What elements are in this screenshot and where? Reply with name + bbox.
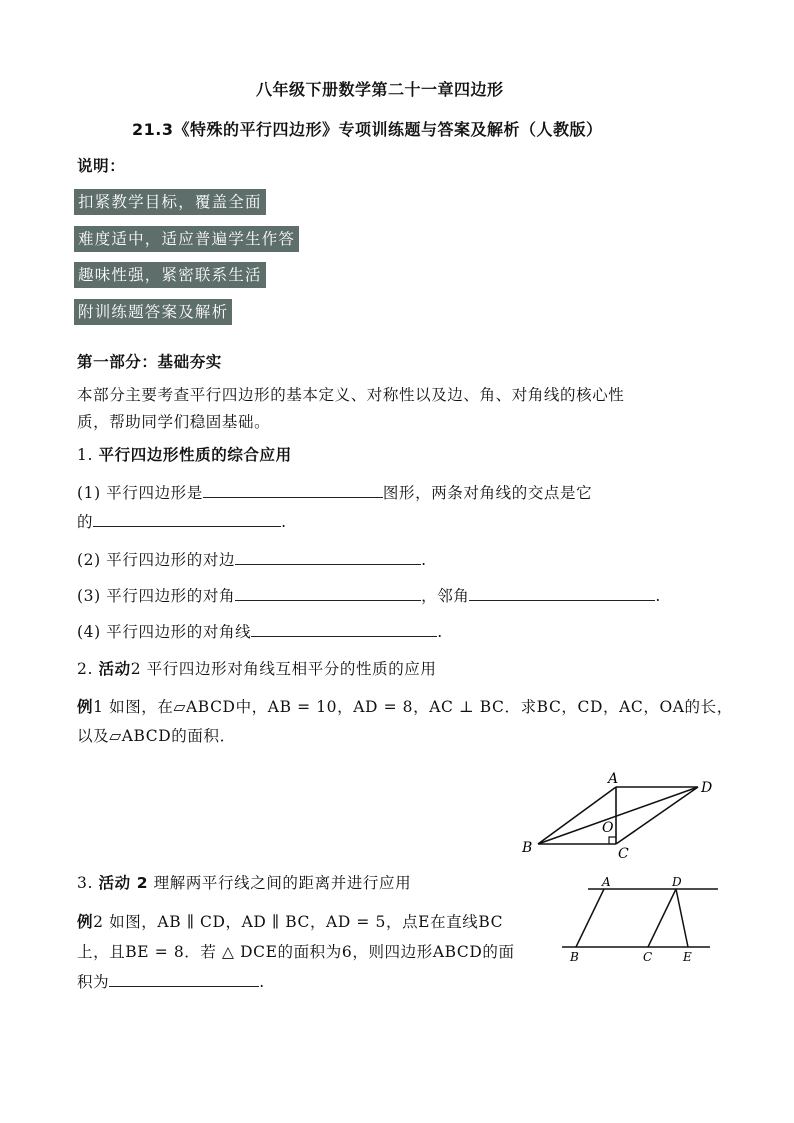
q1-item4 — [77, 620, 443, 642]
label-d: D — [701, 780, 713, 796]
q1-item3-blank1[interactable] — [235, 584, 421, 601]
doc-subtitle: 21.3《特殊的平行四边形》专项训练题与答案及解析（人教版） — [132, 120, 603, 139]
part1-heading: 第一部分：基础夯实 — [77, 353, 222, 371]
q1-item3-text-b: ，邻角 — [421, 587, 470, 605]
q2-example-label: 例 — [77, 698, 94, 716]
q1-item3-end: . — [655, 587, 661, 605]
q3-heading — [77, 871, 411, 893]
q1-item1-blank1[interactable] — [203, 481, 383, 498]
label-a2: A — [602, 875, 611, 889]
q3-number: 3. — [77, 874, 99, 892]
diagonal-bd — [538, 787, 698, 844]
part1-desc-line2: 质，帮助同学们稳固基础。 — [77, 413, 271, 431]
q1-item1-text-a: (1) 平行四边形是 — [77, 484, 203, 502]
q1-item3-text-a: (3) 平行四边形的对角 — [77, 587, 236, 605]
q3-label: 活动 2 — [98, 874, 149, 892]
label-o: O — [602, 820, 614, 836]
label-c2: C — [643, 950, 653, 964]
q1-item4-end: . — [437, 623, 443, 641]
label-c: C — [618, 846, 629, 862]
doc-title: 八年级下册数学第二十一章四边形 — [256, 80, 504, 99]
q1-item2-blank[interactable] — [235, 548, 421, 565]
q1-item3 — [77, 584, 661, 606]
q1-item4-text: (4) 平行四边形的对角线 — [77, 623, 252, 641]
right-angle-mark — [609, 837, 616, 844]
q1-item1-text-b: 图形，两条对角线的交点是它 — [382, 484, 593, 502]
intro-label: 说明： — [77, 157, 126, 175]
q1-heading — [77, 443, 292, 465]
q1-title: 平行四边形性质的综合应用 — [98, 446, 292, 464]
label-b: B — [522, 840, 533, 856]
highlight-1: 扣紧教学目标，覆盖全面 — [74, 189, 266, 215]
q3-example-line3 — [77, 970, 265, 992]
q1-item1-end: . — [281, 513, 287, 531]
q3-example-end: . — [259, 973, 265, 991]
parallelogram-figure — [520, 772, 760, 867]
label-e2: E — [683, 950, 692, 964]
q2-label: 活动 — [98, 660, 131, 678]
q2-title: 2 平行四边形对角线互相平分的性质的应用 — [130, 660, 437, 678]
q3-answer-blank[interactable] — [109, 970, 259, 987]
q1-item3-blank2[interactable] — [469, 584, 655, 601]
q3-example-line1 — [77, 910, 503, 932]
q1-item4-blank[interactable] — [251, 620, 437, 637]
highlight-2: 难度适中，适应普遍学生作答 — [74, 226, 299, 252]
q1-item1-text-c: 的 — [77, 513, 94, 531]
q3-example-line2: 上，且BE = 8．若 △ DCE的面积为6，则四边形ABCD的面 — [77, 943, 515, 961]
parallel-lines-figure — [560, 875, 720, 965]
q3-title: 理解两平行线之间的距离并进行应用 — [148, 874, 412, 892]
segment-de — [676, 889, 688, 947]
part1-desc-line1: 本部分主要考查平行四边形的基本定义、对称性以及边、角、对角线的核心性 — [77, 386, 625, 404]
q3-example-text1: 2 如图，AB ∥ CD，AD ∥ BC，AD = 5，点E在直线BC — [93, 913, 504, 931]
segment-dc — [648, 889, 676, 947]
label-d2: D — [672, 875, 682, 889]
q2-number: 2. — [77, 660, 99, 678]
q1-item1-line2 — [77, 510, 287, 532]
label-a: A — [608, 772, 619, 787]
highlight-3: 趣味性强，紧密联系生活 — [74, 262, 266, 288]
label-b2: B — [570, 950, 579, 964]
q3-example-label: 例 — [77, 913, 94, 931]
q1-item1-line1 — [77, 481, 592, 503]
q2-example-line2: 以及▱ABCD的面积． — [77, 727, 236, 745]
q1-item2 — [77, 548, 427, 570]
q2-example-line1 — [77, 695, 733, 717]
segment-ab — [576, 889, 604, 947]
q3-example-text3: 积为 — [77, 973, 110, 991]
q1-item1-blank2[interactable] — [93, 510, 281, 527]
q1-item2-text: (2) 平行四边形的对边 — [77, 551, 236, 569]
highlight-4: 附训练题答案及解析 — [74, 299, 232, 325]
q2-heading — [77, 657, 437, 679]
side-dc — [616, 787, 698, 844]
q1-number: 1. — [77, 446, 99, 464]
q2-example-text1: 1 如图，在▱ABCD中，AB = 10，AD = 8，AC ⊥ BC．求BC，CD，AC，OA的长， — [93, 698, 733, 716]
q1-item2-end: . — [421, 551, 427, 569]
